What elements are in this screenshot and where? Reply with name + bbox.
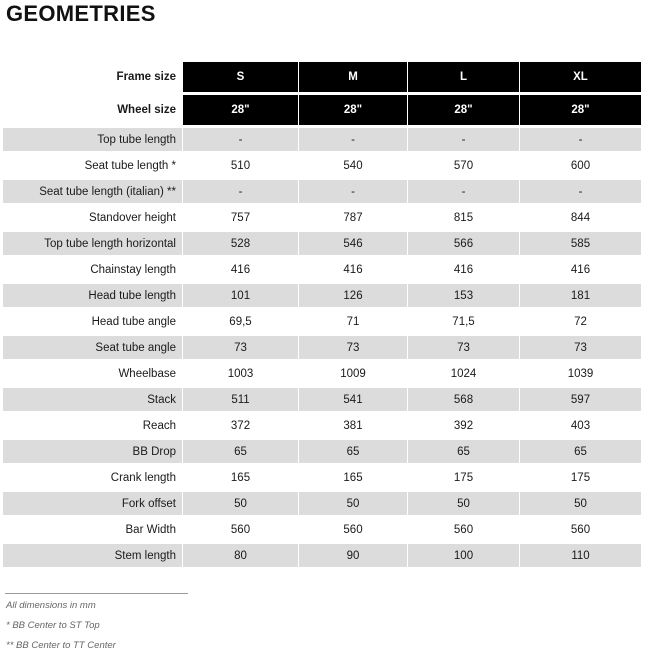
table-row [3, 362, 641, 385]
table-row [3, 336, 641, 359]
table-row [3, 492, 641, 515]
wheel-size-label: Wheel size [3, 95, 182, 125]
size-header-s: S [183, 62, 298, 92]
note-italian: ** BB Center to TT Center [6, 640, 116, 651]
table-cell: 72 [574, 315, 587, 328]
table-cell: 50 [408, 492, 519, 515]
table-cell: 80 [183, 544, 298, 567]
table-cell: 65 [408, 440, 519, 463]
table-cell: 528 [183, 232, 298, 255]
table-cell: 65 [520, 440, 641, 463]
table-cell: 600 [570, 159, 591, 172]
table-cell: 1024 [450, 367, 477, 380]
note-seat-tube: * BB Center to ST Top [6, 620, 100, 631]
size-header-m: M [299, 62, 407, 92]
row-label: Stem length [3, 544, 182, 567]
table-cell: 416 [343, 263, 363, 276]
row-label: Seat tube length * [84, 159, 176, 172]
table-row [3, 206, 641, 229]
table-cell: 540 [343, 159, 363, 172]
table-cell: 175 [453, 471, 474, 484]
table-cell: 757 [230, 211, 251, 224]
table-cell: 392 [453, 419, 474, 432]
row-label: Top tube length [3, 128, 182, 151]
table-cell: 165 [230, 471, 251, 484]
row-label: Wheelbase [118, 367, 176, 380]
table-cell: 403 [570, 419, 591, 432]
table-row [3, 128, 641, 151]
row-label: Reach [142, 419, 176, 432]
row-label: Bar Width [125, 523, 176, 536]
size-header-l: L [408, 62, 519, 92]
table-cell: 90 [299, 544, 407, 567]
table-cell: 511 [183, 388, 298, 411]
table-cell: 560 [343, 523, 363, 536]
row-label: Crank length [110, 471, 176, 484]
table-cell: 50 [520, 492, 641, 515]
wheel-size-m: 28" [299, 95, 407, 125]
table-cell: 50 [183, 492, 298, 515]
table-cell: 372 [230, 419, 251, 432]
table-cell: 1039 [567, 367, 594, 380]
table-cell: 100 [408, 544, 519, 567]
table-cell: - [408, 128, 519, 151]
table-cell: - [408, 180, 519, 203]
table-cell: 73 [520, 336, 641, 359]
table-cell: 566 [408, 232, 519, 255]
table-cell: 101 [183, 284, 298, 307]
table-cell: 73 [183, 336, 298, 359]
table-cell: 416 [230, 263, 251, 276]
frame-size-row [3, 62, 641, 92]
wheel-size-row [3, 95, 641, 125]
geometry-table [2, 59, 642, 570]
row-label: Seat tube angle [3, 336, 182, 359]
table-cell: 815 [453, 211, 474, 224]
table-cell: - [299, 128, 407, 151]
table-cell: 65 [299, 440, 407, 463]
table-cell: 153 [408, 284, 519, 307]
table-cell: 165 [343, 471, 363, 484]
table-row [3, 232, 641, 255]
table-row [3, 154, 641, 177]
table-cell: 510 [230, 159, 251, 172]
row-label: BB Drop [3, 440, 182, 463]
table-cell: 1003 [227, 367, 254, 380]
table-cell: 73 [299, 336, 407, 359]
table-cell: 65 [183, 440, 298, 463]
table-cell: 568 [408, 388, 519, 411]
size-header-xl: XL [520, 62, 641, 92]
row-label: Head tube length [3, 284, 182, 307]
table-row [3, 180, 641, 203]
table-row [3, 310, 641, 333]
table-row [3, 466, 641, 489]
table-row [3, 544, 641, 567]
table-cell: 71 [346, 315, 360, 328]
table-cell: 50 [299, 492, 407, 515]
row-label: Top tube length horizontal [3, 232, 182, 255]
wheel-size-xl: 28" [520, 95, 641, 125]
note-dimensions: All dimensions in mm [6, 600, 96, 611]
table-cell: 416 [570, 263, 591, 276]
table-cell: 416 [453, 263, 474, 276]
table-row [3, 414, 641, 437]
table-cell: 1009 [340, 367, 366, 380]
table-cell: 597 [520, 388, 641, 411]
table-cell: - [299, 180, 407, 203]
row-label: Chainstay length [90, 263, 176, 276]
table-row [3, 440, 641, 463]
table-row [3, 258, 641, 281]
wheel-size-l: 28" [408, 95, 519, 125]
table-cell: 560 [230, 523, 251, 536]
table-cell: 560 [453, 523, 474, 536]
table-cell: 381 [343, 419, 363, 432]
table-cell: 69,5 [229, 315, 252, 328]
table-cell: 126 [299, 284, 407, 307]
table-row [3, 284, 641, 307]
table-cell: - [520, 180, 641, 203]
table-cell: 560 [570, 523, 591, 536]
table-cell: 110 [520, 544, 641, 567]
row-label: Head tube angle [91, 315, 176, 328]
wheel-size-s: 28" [183, 95, 298, 125]
table-cell: 585 [520, 232, 641, 255]
table-cell: 181 [520, 284, 641, 307]
table-cell: 787 [343, 211, 363, 224]
row-label: Stack [3, 388, 182, 411]
notes-divider [5, 593, 188, 594]
table-cell: - [183, 180, 298, 203]
table-cell: 175 [570, 471, 591, 484]
table-cell: 73 [408, 336, 519, 359]
row-label: Seat tube length (italian) ** [3, 180, 182, 203]
table-cell: 570 [453, 159, 474, 172]
table-row [3, 388, 641, 411]
page-title: GEOMETRIES [6, 1, 156, 26]
table-cell: - [183, 128, 298, 151]
table-cell: - [520, 128, 641, 151]
table-cell: 541 [299, 388, 407, 411]
row-label: Fork offset [3, 492, 182, 515]
table-cell: 546 [299, 232, 407, 255]
table-cell: 71,5 [452, 315, 475, 328]
row-label: Standover height [89, 211, 176, 224]
frame-size-label: Frame size [3, 62, 182, 92]
table-row [3, 518, 641, 541]
geometry-table-body [3, 128, 641, 567]
table-cell: 844 [570, 211, 591, 224]
